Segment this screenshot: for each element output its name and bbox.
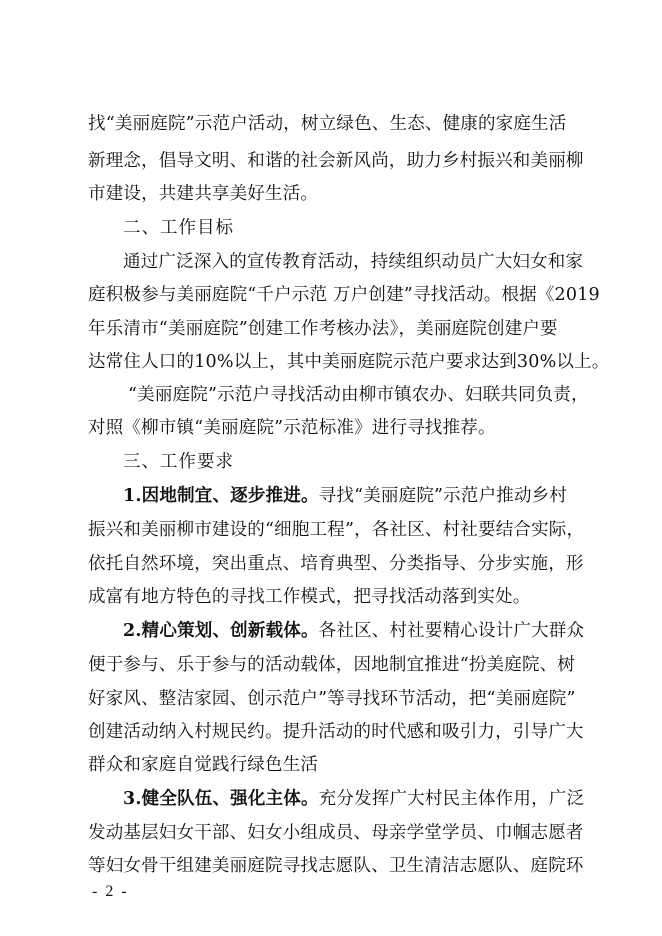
requirement-item-1-line-2: 振兴和美丽柳市建设的“细胞工程”，各社区、村社要结合实际， [88, 520, 585, 540]
requirement-item-2-line-4: 创建活动纳入村规民约。提升活动的时代感和吸引力，引导广大 [88, 722, 584, 742]
requirement-item-1-line-3: 依托自然环境，突出重点、培育典型、分类指导、分步实施，形 [88, 554, 584, 574]
requirement-item-3-text: 充分发挥广大村民主体作用，广泛 [318, 789, 585, 809]
goals-paragraph-line-1: 通过广泛深入的宣传教育活动，持续组织动员广大妇女和家 [123, 252, 584, 272]
requirement-item-1-line-4: 成富有地方特色的寻找工作模式，把寻找活动落到实处。 [88, 587, 531, 607]
intro-line-3: 市建设，共建共享美好生活。 [88, 184, 319, 204]
goals-paragraph-line-2: 庭积极参与美丽庭院“千户示范 万户创建”寻找活动。根据《2019 [88, 285, 600, 305]
requirement-item-2-line-3: 好家风、整洁家园、创示范户”等寻找环节活动，把“美丽庭院” [88, 689, 576, 709]
requirement-item-2-text: 各社区、村社要精心设计广大群众 [318, 621, 585, 641]
goals-paragraph-line-4: 达常住人口的10%以上，其中美丽庭院示范户要求达到30%以上。 [88, 352, 610, 372]
goals-paragraph2-line-1: “美丽庭院”示范户寻找活动由柳市镇农办、妇联共同负责， [128, 385, 589, 405]
requirement-item-3-line-2: 发动基层妇女干部、妇女小组成员、母亲学堂学员、巾帼志愿者 [88, 823, 584, 843]
requirement-item-1-line-1 [123, 484, 578, 508]
page-number: - 2 - [92, 883, 129, 900]
goals-paragraph-line-3: 年乐清市“美丽庭院”创建工作考核办法》，美丽庭院创建户要 [88, 319, 558, 339]
requirement-item-3-lead: 3.健全队伍、强化主体。 [123, 789, 319, 809]
intro-line-2: 新理念，倡导文明、和谐的社会新风尚，助力乡村振兴和美丽柳 [88, 151, 584, 171]
goals-paragraph2-line-2: 对照《柳市镇“美丽庭院”示范标准》进行寻找推荐。 [88, 418, 496, 438]
requirement-item-3-line-1 [123, 787, 585, 811]
requirement-item-2-line-5: 群众和家庭自觉践行绿色生活 [88, 755, 319, 775]
intro-line-1: 找“美丽庭院”示范户活动，树立绿色、生态、健康的家庭生活 [88, 114, 567, 134]
requirement-item-2-line-1 [123, 619, 585, 643]
requirement-item-2-line-2: 便于参与、乐于参与的活动载体，因地制宜推进“扮美庭院、树 [88, 655, 576, 675]
requirement-item-1-lead: 1.因地制宜、逐步推进。 [123, 486, 319, 506]
requirement-item-3-line-3: 等妇女骨干组建美丽庭院寻找志愿队、卫生清洁志愿队、庭院环 [88, 856, 584, 876]
section-heading-goals: 二、工作目标 [123, 218, 234, 238]
section-heading-requirements: 三、工作要求 [123, 452, 234, 472]
requirement-item-1-text: 寻找“美丽庭院”示范户推动乡村 [318, 486, 568, 506]
requirement-item-2-lead: 2.精心策划、创新载体。 [123, 621, 319, 641]
